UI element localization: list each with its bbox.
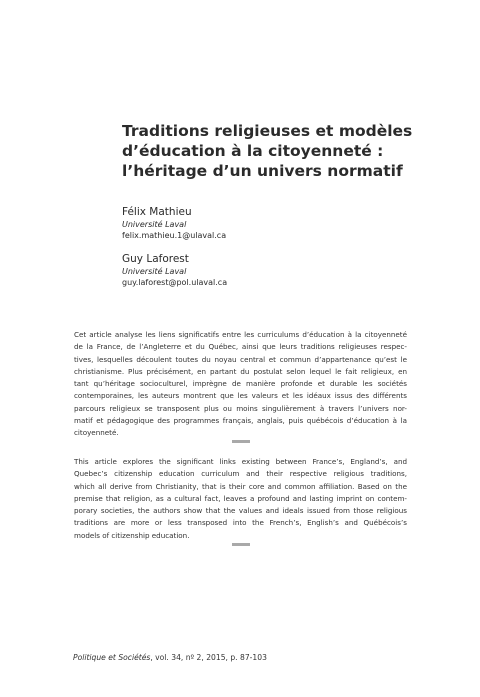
abstract-line: matif et pédagogique des programmes français, anglais, puis québécois d’éducation à la <box>74 416 407 426</box>
abstract-line: premise that religion, as a cultural fact, leaves a profound and lasting imprint on contem- <box>74 493 407 503</box>
author-block <box>122 253 227 288</box>
abstract-line: christianisme. Plus précisément, en partant du postulat selon lequel le fait religieux, en <box>74 366 407 376</box>
abstract-line: porary societies, the authors show that the values and ideals issued from those religious <box>74 506 407 516</box>
abstract-line: citoyenneté. <box>74 428 119 438</box>
author-email: felix.mathieu.1@ulaval.ca <box>122 231 227 240</box>
author-affiliation: Université Laval <box>122 220 187 229</box>
article-title <box>122 121 442 181</box>
abstract-line: which all derive from Christianity, that is their core and common affiliation. Based on the <box>74 481 407 491</box>
author-email: guy.laforest@pol.ulaval.ca <box>122 278 228 287</box>
abstract-french <box>74 329 407 440</box>
title-line: d’éducation à la citoyenneté : <box>122 142 384 160</box>
section-separator <box>232 440 250 443</box>
abstract-line: Quebec’s citizenship education curriculum and their respective religious traditions, <box>74 469 407 479</box>
section-separator <box>232 543 250 546</box>
author-name: Guy Laforest <box>122 253 189 265</box>
author-affiliation: Université Laval <box>122 267 187 276</box>
abstract-line: traditions are more or less transposed into the French’s, English’s and Québécois’s <box>74 518 407 528</box>
title-line: l’héritage d’un univers normatif <box>122 162 403 180</box>
citation-footer <box>73 653 267 662</box>
abstract-line: models of citizenship education. <box>74 530 190 540</box>
abstract-line: parcours religieux se transposent plus ou moins singulièrement à travers l’univers nor- <box>74 403 407 413</box>
author-block <box>122 206 226 241</box>
abstract-line: This article explores the significant links existing between France’s, England’s, and <box>74 457 407 466</box>
abstract-line: tives, lesquelles découlent toutes du noyau central et commun d’appartenance qu’est le <box>74 354 407 364</box>
abstract-line: de la France, de l’Angleterre et du Québec, ainsi que leurs traditions religieuses respec- <box>74 342 407 352</box>
abstract-english <box>74 456 407 542</box>
abstract-line: Cet article analyse les liens significatifs entre les curriculums d’éducation à la citoyenneté <box>74 330 407 339</box>
journal-name: Politique et Sociétés <box>73 653 151 662</box>
citation-details: , vol. 34, nº 2, 2015, p. 87-103 <box>150 653 267 662</box>
title-line: Traditions religieuses et modèles <box>122 122 413 140</box>
abstract-line: tant qu’héritage socioculturel, imprègne de manière profonde et durable les sociétés <box>74 379 407 389</box>
author-name: Félix Mathieu <box>122 206 192 218</box>
abstract-line: contemporaines, les auteurs montrent que les valeurs et les idéaux issus des différents <box>74 391 407 401</box>
